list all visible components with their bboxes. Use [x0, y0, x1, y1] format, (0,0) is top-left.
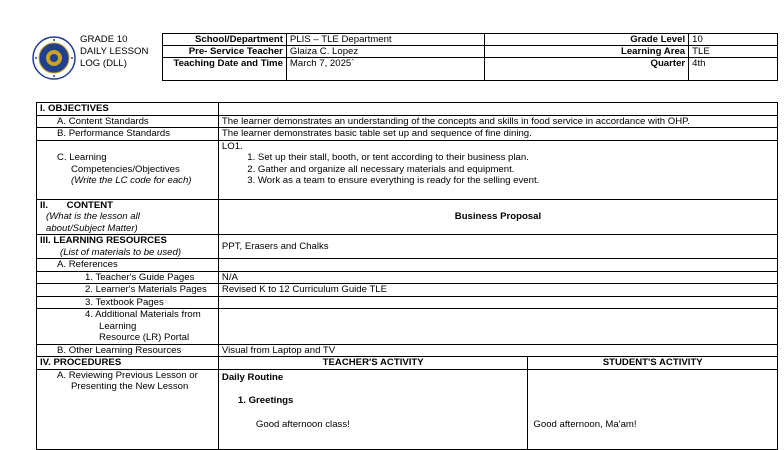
date-label: Teaching Date and Time [163, 58, 287, 81]
performance-standards-label: B. Performance Standards [37, 128, 219, 141]
lc-item: 1. Set up their stall, booth, or tent according to their business plan. [258, 152, 774, 164]
date-value: March 7, 2025` [286, 58, 484, 81]
resources-sub: (List of materials to be used) [60, 246, 182, 258]
content-heading: CONTENT [66, 199, 114, 211]
content-heading-num: II. [40, 199, 48, 211]
dll-main-table [36, 102, 778, 450]
deped-seal-icon [32, 36, 76, 80]
objectives-heading: I. OBJECTIVES [37, 103, 219, 116]
teacher-greeting: Good afternoon class! [255, 418, 350, 430]
references-label: A. References [37, 259, 219, 272]
teacher-activity-heading: TEACHER'S ACTIVITY [218, 357, 527, 370]
content-value: Business Proposal [218, 199, 777, 235]
additional-materials-value [218, 309, 777, 345]
review-label-line: A. Reviewing Previous Lesson or [57, 369, 198, 381]
area-label: Learning Area [484, 46, 689, 58]
content-label [37, 199, 219, 235]
lc-label-line: (Write the LC code for each) [71, 175, 192, 187]
textbook-pages-label: 3. Textbook Pages [37, 296, 219, 309]
am-label-line: Resource (LR) Portal [99, 332, 190, 343]
teacher-label: Pre- Service Teacher [163, 46, 287, 58]
lc-item: 2. Gather and organize all necessary materials and equipment. [258, 164, 774, 176]
am-label-line: 4. Additional Materials from [85, 309, 201, 320]
am-label-line: Learning [99, 320, 137, 332]
lc-label-line: C. Learning [57, 152, 107, 164]
lc-item: 3. Work as a team to ensure everything is ready for the selling event. [258, 175, 774, 187]
lc-label-line: Competencies/Objectives [71, 163, 180, 175]
teacher-value: Glaiza C. Lopez [286, 46, 484, 58]
content-standards-label: A. Content Standards [37, 115, 219, 128]
student-activity-heading: STUDENT'S ACTIVITY [528, 357, 778, 370]
content-sub-line: about/Subject Matter) [46, 222, 138, 234]
header-table [162, 33, 778, 81]
learning-competencies-label [37, 140, 219, 199]
teachers-guide-value: N/A [218, 271, 777, 284]
resources-value: PPT, Erasers and Chalks [218, 235, 777, 259]
references-value [218, 259, 777, 272]
review-label [37, 369, 219, 449]
daily-routine-heading: Daily Routine [221, 371, 284, 383]
learning-competencies-value [218, 140, 777, 199]
area-value: TLE [689, 46, 778, 58]
student-greeting: Good afternoon, Ma'am! [533, 418, 637, 430]
performance-standards-value: The learner demonstrates basic table set up and sequence of fine dining. [218, 128, 777, 141]
other-resources-value: Visual from Laptop and TV [218, 344, 777, 357]
other-resources-label: B. Other Learning Resources [37, 344, 219, 357]
quarter-value: 4th [689, 58, 778, 81]
dll-title-line: LOG (DLL) [80, 58, 127, 69]
resources-heading: III. LEARNING RESOURCES [40, 235, 167, 246]
learners-materials-value: Revised K to 12 Curriculum Guide TLE [218, 284, 777, 297]
lc-list [222, 152, 774, 187]
lc-code: LO1. [221, 140, 243, 152]
student-activity-cell [528, 369, 778, 449]
objectives-heading-blank [218, 103, 777, 116]
grade-value: 10 [689, 34, 778, 46]
content-sub-line: (What is the lesson all [46, 211, 140, 222]
school-label: School/Department [163, 34, 287, 46]
review-label-line: Presenting the New Lesson [71, 381, 189, 392]
procedures-heading: IV. PROCEDURES [37, 357, 219, 370]
quarter-label: Quarter [484, 58, 689, 81]
teacher-activity-cell [218, 369, 527, 449]
learners-materials-label: 2. Learner's Materials Pages [37, 284, 219, 297]
additional-materials-label [37, 309, 219, 345]
dll-title-line: GRADE 10 [80, 34, 128, 45]
greetings-heading: 1. Greetings [237, 395, 294, 406]
grade-label: Grade Level [484, 34, 689, 46]
resources-label [37, 235, 219, 259]
dll-title-line: DAILY LESSON [80, 46, 149, 57]
textbook-pages-value [218, 296, 777, 309]
content-standards-value: The learner demonstrates an understanding of the concepts and skills in food service in accordance with OHP. [218, 115, 777, 128]
school-value: PLIS – TLE Department [286, 34, 484, 46]
teachers-guide-label: 1. Teacher's Guide Pages [37, 271, 219, 284]
